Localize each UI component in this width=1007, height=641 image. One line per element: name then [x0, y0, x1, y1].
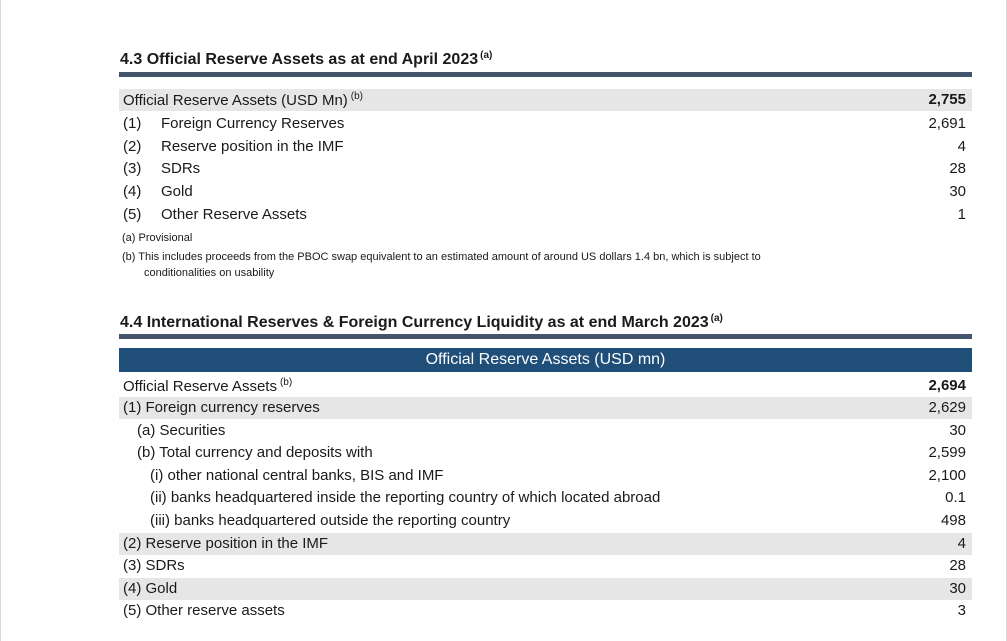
- footnote-a: (a) Provisional: [122, 232, 193, 244]
- row-label: (i) other national central banks, BIS and IMF: [150, 467, 444, 484]
- row-value: 30: [949, 580, 966, 597]
- table-header: Official Reserve Assets (USD mn): [119, 348, 972, 372]
- footnote-b-line1: (b) This includes proceeds from the PBOC swap equivalent to an estimated amount of around US dollars 1.4 bn, which is subject to: [122, 251, 761, 263]
- table-row: [119, 113, 972, 135]
- row-label: (4) Gold: [123, 580, 178, 597]
- section-4-3-rule: [119, 72, 972, 77]
- row-label: (a) Securities: [137, 422, 226, 439]
- row-value: 30: [949, 183, 966, 200]
- row-value: 30: [949, 422, 966, 439]
- table-row: [119, 420, 972, 442]
- row-label: (2) Reserve position in the IMF: [123, 138, 344, 155]
- table-row: [119, 204, 972, 226]
- row-value: 2,694: [928, 377, 966, 394]
- row-value: 3: [957, 602, 966, 619]
- table-row: [119, 442, 972, 464]
- row-value: 2,100: [928, 467, 966, 484]
- section-4-3-title-footnote: (a): [480, 50, 493, 61]
- row-value: 2,599: [928, 444, 966, 461]
- page-border-left: [0, 0, 1, 641]
- table-row: [119, 136, 972, 158]
- row-value: 28: [949, 160, 966, 177]
- row-value: 2,755: [928, 91, 966, 108]
- table-row: [119, 555, 972, 577]
- table-row: [119, 533, 972, 555]
- footnote-marker: (b): [350, 91, 364, 102]
- table-row-total: [119, 375, 972, 397]
- row-label: (1) Foreign Currency Reserves: [123, 115, 345, 132]
- row-value: 498: [940, 512, 966, 529]
- table-row: [119, 181, 972, 203]
- section-4-4-rule: [119, 334, 972, 339]
- row-value: 28: [949, 557, 966, 574]
- row-label: (b) Total currency and deposits with: [137, 444, 373, 461]
- table-row-total: [119, 89, 972, 111]
- table-row: [119, 487, 972, 509]
- row-label: (3) SDRs: [123, 160, 201, 177]
- row-label: (5) Other reserve assets: [123, 602, 285, 619]
- table-row: [119, 600, 972, 622]
- row-label: Official Reserve Assets $^{(b)}$: [123, 377, 293, 395]
- row-value: 4: [957, 138, 966, 155]
- row-value: 0.1: [945, 489, 966, 506]
- table-row: [119, 510, 972, 532]
- row-label: (ii) banks headquartered inside the reporting country of which located abroad: [150, 489, 661, 506]
- footnote-b-line2: conditionalities on usability: [144, 267, 275, 279]
- table-row: [119, 578, 972, 600]
- row-value: 2,629: [928, 399, 966, 416]
- table-row: [119, 397, 972, 419]
- row-value: 2,691: [928, 115, 966, 132]
- table-row: [119, 158, 972, 180]
- table-row: [119, 465, 972, 487]
- row-label: Official Reserve Assets (USD Mn) $^{(b)}$: [123, 91, 364, 109]
- row-label: (4) Gold: [123, 183, 193, 200]
- row-label: (5) Other Reserve Assets: [123, 206, 307, 223]
- section-4-4-title-footnote: (a): [710, 313, 723, 324]
- section-4-4-title: [120, 313, 723, 332]
- section-4-3-title: [120, 50, 492, 69]
- row-value: 4: [957, 535, 966, 552]
- row-label: (3) SDRs: [123, 557, 185, 574]
- footnote-marker: (b): [279, 377, 293, 388]
- row-label: (1) Foreign currency reserves: [123, 399, 320, 416]
- row-label: (2) Reserve position in the IMF: [123, 535, 329, 552]
- row-value: 1: [957, 206, 966, 223]
- section-4-3-title-text: 4.3 Official Reserve Assets as at end April 2023: [120, 51, 479, 68]
- section-4-4-title-text: 4.4 International Reserves & Foreign Currency Liquidity as at end March 2023: [120, 314, 709, 331]
- row-label: (iii) banks headquartered outside the reporting country: [150, 512, 511, 529]
